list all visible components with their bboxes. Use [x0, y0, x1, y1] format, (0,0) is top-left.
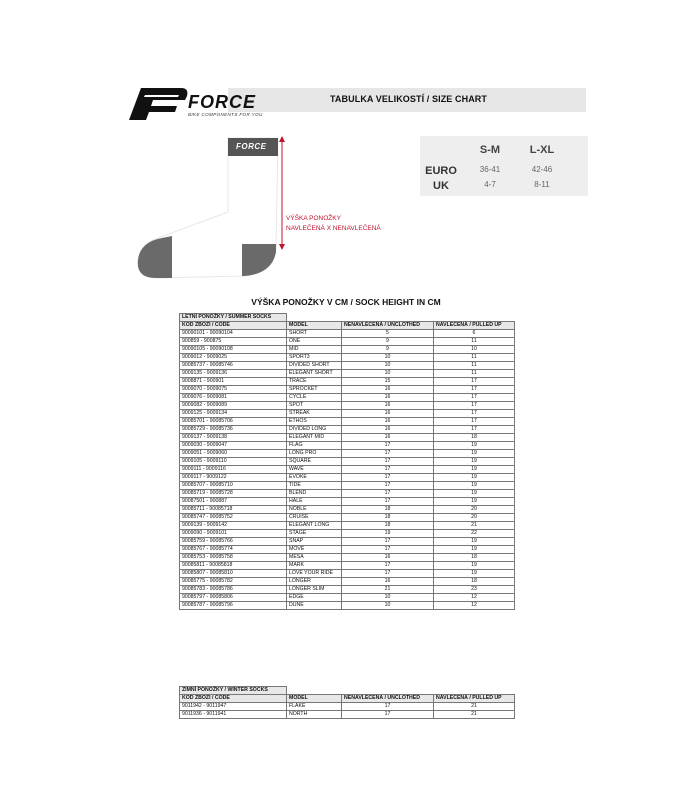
model-cell: LONGER	[287, 578, 342, 586]
unclothed-cell: 17	[342, 490, 434, 498]
model-cell: NOBLE	[287, 506, 342, 514]
empty-cell	[434, 687, 515, 695]
pulled-up-cell: 11	[434, 362, 515, 370]
unclothed-cell: 17	[342, 546, 434, 554]
pulled-up-cell: 19	[434, 458, 515, 466]
pulled-up-cell: 19	[434, 482, 515, 490]
model-cell: LONG PRO	[287, 450, 342, 458]
table-row	[180, 602, 515, 610]
size-chart-row	[420, 165, 588, 177]
model-cell: SPROCKET	[287, 386, 342, 394]
pulled-up-cell: 17	[434, 402, 515, 410]
code-cell: 9009030 - 9009047	[180, 442, 287, 450]
code-cell: 9009125 - 9009134	[180, 410, 287, 418]
model-cell: FLAG	[287, 442, 342, 450]
pulled-up-cell: 17	[434, 386, 515, 394]
pulled-up-cell: 10	[434, 346, 515, 354]
code-cell: 90085811 - 90085818	[180, 562, 287, 570]
table-row	[180, 418, 515, 426]
unclothed-cell: 16	[342, 394, 434, 402]
unclothed-cell: 9	[342, 346, 434, 354]
pulled-up-cell: 12	[434, 594, 515, 602]
unclothed-cell: 17	[342, 538, 434, 546]
unclothed-cell: 17	[342, 450, 434, 458]
pulled-up-cell: 19	[434, 562, 515, 570]
table-row	[180, 482, 515, 490]
model-cell: SHORT	[287, 330, 342, 338]
model-cell: DIVIDED LONG	[287, 426, 342, 434]
brand-tagline: BIKE COMPONENTS FOR YOU	[188, 112, 263, 117]
code-cell: 9011936 - 9011941	[180, 711, 287, 719]
size-col-lxl: L-XL	[529, 144, 555, 156]
model-cell: SPORT3	[287, 354, 342, 362]
model-cell: EDGE	[287, 594, 342, 602]
pulled-up-cell: 11	[434, 370, 515, 378]
model-cell: SNAP	[287, 538, 342, 546]
unclothed-cell: 21	[342, 586, 434, 594]
code-cell: 9009135 - 9009136	[180, 370, 287, 378]
table-row	[180, 450, 515, 458]
code-cell: 90085747 - 90085752	[180, 514, 287, 522]
sock-illustration-icon	[132, 128, 292, 288]
table-section-title: LETNÍ PONOŽKY / SUMMER SOCKS	[180, 314, 287, 322]
code-cell: 90085787 - 90085796	[180, 602, 287, 610]
size-value: 42-46	[531, 165, 553, 174]
pulled-up-cell: 12	[434, 602, 515, 610]
unclothed-cell: 16	[342, 434, 434, 442]
unclothed-cell: 17	[342, 482, 434, 490]
model-cell: WAVE	[287, 466, 342, 474]
table-row	[180, 711, 515, 719]
table-header-row	[180, 695, 515, 703]
table-row	[180, 538, 515, 546]
unclothed-cell: 10	[342, 594, 434, 602]
code-cell: 90085701 - 90085706	[180, 418, 287, 426]
model-cell: LOVE YOUR RIDE	[287, 570, 342, 578]
pulled-up-cell: 19	[434, 570, 515, 578]
unclothed-cell: 16	[342, 578, 434, 586]
model-cell: MESA	[287, 554, 342, 562]
unclothed-cell: 5	[342, 330, 434, 338]
table-row	[180, 394, 515, 402]
code-cell: 90085753 - 90085758	[180, 554, 287, 562]
table-row	[180, 546, 515, 554]
size-region: UK	[433, 180, 449, 192]
code-cell: 90085775 - 90085782	[180, 578, 287, 586]
unclothed-cell: 18	[342, 514, 434, 522]
summer-socks-table	[179, 313, 515, 610]
unclothed-cell: 16	[342, 386, 434, 394]
model-cell: FLAKE	[287, 703, 342, 711]
pulled-up-cell: 23	[434, 586, 515, 594]
pulled-up-cell: 19	[434, 490, 515, 498]
code-cell: 9009105 - 9009110	[180, 458, 287, 466]
model-cell: STREAK	[287, 410, 342, 418]
code-cell: 9011942 - 9011947	[180, 703, 287, 711]
code-cell: 900859 - 900875	[180, 338, 287, 346]
model-cell: EVOKE	[287, 474, 342, 482]
model-cell: MARK	[287, 562, 342, 570]
table-row	[180, 498, 515, 506]
table-row	[180, 386, 515, 394]
unclothed-cell: 17	[342, 562, 434, 570]
winter-socks-table	[179, 686, 515, 719]
code-cell: 90085767 - 90085774	[180, 546, 287, 554]
code-cell: 9009111 - 9009116	[180, 466, 287, 474]
code-cell: 90085807 - 90085810	[180, 570, 287, 578]
table-row	[180, 410, 515, 418]
table-row	[180, 506, 515, 514]
unclothed-cell: 17	[342, 703, 434, 711]
table-row	[180, 594, 515, 602]
code-cell: 90087501 - 900887	[180, 498, 287, 506]
model-cell: TIDE	[287, 482, 342, 490]
table-row	[180, 586, 515, 594]
code-cell: 9009012 - 9009025	[180, 354, 287, 362]
model-cell: ONE	[287, 338, 342, 346]
code-cell: 9009139 - 9009142	[180, 522, 287, 530]
pulled-up-cell: 19	[434, 546, 515, 554]
empty-cell	[287, 314, 342, 322]
model-cell: DUNE	[287, 602, 342, 610]
table-row	[180, 514, 515, 522]
empty-cell	[287, 687, 342, 695]
pulled-up-cell: 19	[434, 498, 515, 506]
empty-cell	[342, 687, 434, 695]
code-cell: 9009137 - 9009138	[180, 434, 287, 442]
table-row	[180, 554, 515, 562]
sock-logo-text: FORCE	[236, 142, 267, 151]
pulled-up-cell: 21	[434, 522, 515, 530]
pulled-up-cell: 19	[434, 450, 515, 458]
unclothed-cell: 17	[342, 498, 434, 506]
model-cell: CRUISE	[287, 514, 342, 522]
table-row	[180, 378, 515, 386]
pulled-up-cell: 17	[434, 418, 515, 426]
code-cell: 90090101 - 90090104	[180, 330, 287, 338]
table-header-cell: KÓD ZBOŽÍ / CODE	[180, 322, 287, 330]
pulled-up-cell: 19	[434, 474, 515, 482]
model-cell: MOVE	[287, 546, 342, 554]
unclothed-cell: 17	[342, 570, 434, 578]
code-cell: 9009051 - 9009060	[180, 450, 287, 458]
unclothed-cell: 16	[342, 402, 434, 410]
table-row	[180, 402, 515, 410]
pulled-up-cell: 19	[434, 442, 515, 450]
unclothed-cell: 10	[342, 602, 434, 610]
model-cell: SPOT	[287, 402, 342, 410]
size-chart-row	[420, 180, 588, 192]
table-row	[180, 490, 515, 498]
model-cell: ELEGANT LONG	[287, 522, 342, 530]
code-cell: 90085797 - 90085806	[180, 594, 287, 602]
table-row	[180, 370, 515, 378]
model-cell: BLEND	[287, 490, 342, 498]
model-cell: ELEGANT SHORT	[287, 370, 342, 378]
table-row	[180, 442, 515, 450]
table-row	[180, 530, 515, 538]
unclothed-cell: 10	[342, 354, 434, 362]
code-cell: 9008871 - 900901	[180, 378, 287, 386]
model-cell: STAGE	[287, 530, 342, 538]
brand-wordmark: FORCE	[188, 92, 256, 112]
pulled-up-cell: 20	[434, 506, 515, 514]
table-row	[180, 570, 515, 578]
pulled-up-cell: 17	[434, 378, 515, 386]
table-header-row	[180, 322, 515, 330]
table-header-cell: NAVLEČENÁ / PULLED UP	[434, 695, 515, 703]
unclothed-cell: 17	[342, 442, 434, 450]
code-cell: 9009117 - 9009122	[180, 474, 287, 482]
table-header-cell: NENAVLEČENÁ / UNCLOTHED	[342, 322, 434, 330]
table-row	[180, 434, 515, 442]
model-cell: ELEGANT MID	[287, 434, 342, 442]
table-row	[180, 466, 515, 474]
unclothed-cell: 15	[342, 378, 434, 386]
table-header-cell: NAVLEČENÁ / PULLED UP	[434, 322, 515, 330]
code-cell: 9009082 - 9009089	[180, 402, 287, 410]
table-header-cell: MODEL	[287, 322, 342, 330]
code-cell: 90085783 - 90085786	[180, 586, 287, 594]
table-row	[180, 522, 515, 530]
unclothed-cell: 16	[342, 410, 434, 418]
table-row	[180, 562, 515, 570]
code-cell: 90090105 - 90090108	[180, 346, 287, 354]
size-chart-header-row	[420, 144, 588, 156]
pulled-up-cell: 17	[434, 426, 515, 434]
table-section-title: ZIMNÍ PONOŽKY / WINTER SOCKS	[180, 687, 287, 695]
table-section-row	[180, 314, 515, 322]
size-region: EURO	[425, 165, 457, 177]
table-row	[180, 346, 515, 354]
unclothed-cell: 19	[342, 530, 434, 538]
page-title: TABULKA VELIKOSTÍ / SIZE CHART	[330, 94, 487, 104]
unclothed-cell: 17	[342, 466, 434, 474]
pulled-up-cell: 19	[434, 466, 515, 474]
table-row	[180, 354, 515, 362]
unclothed-cell: 16	[342, 418, 434, 426]
code-cell: 90085729 - 90085736	[180, 426, 287, 434]
model-cell: CYCLE	[287, 394, 342, 402]
empty-cell	[342, 314, 434, 322]
sock-height-table-title: VÝŠKA PONOŽKY V CM / SOCK HEIGHT IN CM	[251, 297, 441, 307]
unclothed-cell: 17	[342, 474, 434, 482]
table-section-row	[180, 687, 515, 695]
code-cell: 90085719 - 90085728	[180, 490, 287, 498]
model-cell: NORTH	[287, 711, 342, 719]
table-header-cell: KÓD ZBOŽÍ / CODE	[180, 695, 287, 703]
pulled-up-cell: 21	[434, 703, 515, 711]
sock-height-label-line1: VÝŠKA PONOŽKY	[286, 215, 341, 222]
code-cell: 90085711 - 90085718	[180, 506, 287, 514]
empty-cell	[434, 314, 515, 322]
table-row	[180, 362, 515, 370]
table-row	[180, 426, 515, 434]
pulled-up-cell: 11	[434, 338, 515, 346]
table-row	[180, 330, 515, 338]
sock-height-label	[286, 214, 381, 234]
unclothed-cell: 16	[342, 426, 434, 434]
pulled-up-cell: 22	[434, 530, 515, 538]
pulled-up-cell: 21	[434, 711, 515, 719]
code-cell: 90085737 - 90085746	[180, 362, 287, 370]
table-row	[180, 578, 515, 586]
model-cell: SQUARE	[287, 458, 342, 466]
table-row	[180, 458, 515, 466]
model-cell: LONGER SLIM	[287, 586, 342, 594]
pulled-up-cell: 19	[434, 538, 515, 546]
size-value: 8-11	[534, 180, 550, 189]
model-cell: HALE	[287, 498, 342, 506]
size-col-sm: S-M	[479, 144, 501, 156]
size-value: 4-7	[484, 180, 496, 189]
unclothed-cell: 10	[342, 370, 434, 378]
table-header-cell: MODEL	[287, 695, 342, 703]
size-value: 36-41	[479, 165, 501, 174]
pulled-up-cell: 11	[434, 354, 515, 362]
pulled-up-cell: 18	[434, 554, 515, 562]
model-cell: DIVIDED SHORT	[287, 362, 342, 370]
pulled-up-cell: 18	[434, 578, 515, 586]
pulled-up-cell: 17	[434, 410, 515, 418]
table-header-cell: NENAVLEČENÁ / UNCLOTHED	[342, 695, 434, 703]
unclothed-cell: 16	[342, 554, 434, 562]
pulled-up-cell: 18	[434, 434, 515, 442]
unclothed-cell: 9	[342, 338, 434, 346]
code-cell: 9009076 - 9009081	[180, 394, 287, 402]
unclothed-cell: 18	[342, 506, 434, 514]
code-cell: 90085707 - 90085710	[180, 482, 287, 490]
unclothed-cell: 17	[342, 711, 434, 719]
unclothed-cell: 10	[342, 362, 434, 370]
pulled-up-cell: 17	[434, 394, 515, 402]
pulled-up-cell: 6	[434, 330, 515, 338]
model-cell: ETHOS	[287, 418, 342, 426]
table-row	[180, 703, 515, 711]
model-cell: TRACE	[287, 378, 342, 386]
pulled-up-cell: 20	[434, 514, 515, 522]
code-cell: 9009070 - 9009075	[180, 386, 287, 394]
table-row	[180, 338, 515, 346]
unclothed-cell: 18	[342, 522, 434, 530]
table-row	[180, 474, 515, 482]
unclothed-cell: 17	[342, 458, 434, 466]
code-cell: 90085759 - 90085766	[180, 538, 287, 546]
sock-height-label-line2: NAVLEČENÁ X NENAVLEČENÁ	[286, 225, 381, 232]
code-cell: 9009090 - 9009101	[180, 530, 287, 538]
model-cell: MID	[287, 346, 342, 354]
